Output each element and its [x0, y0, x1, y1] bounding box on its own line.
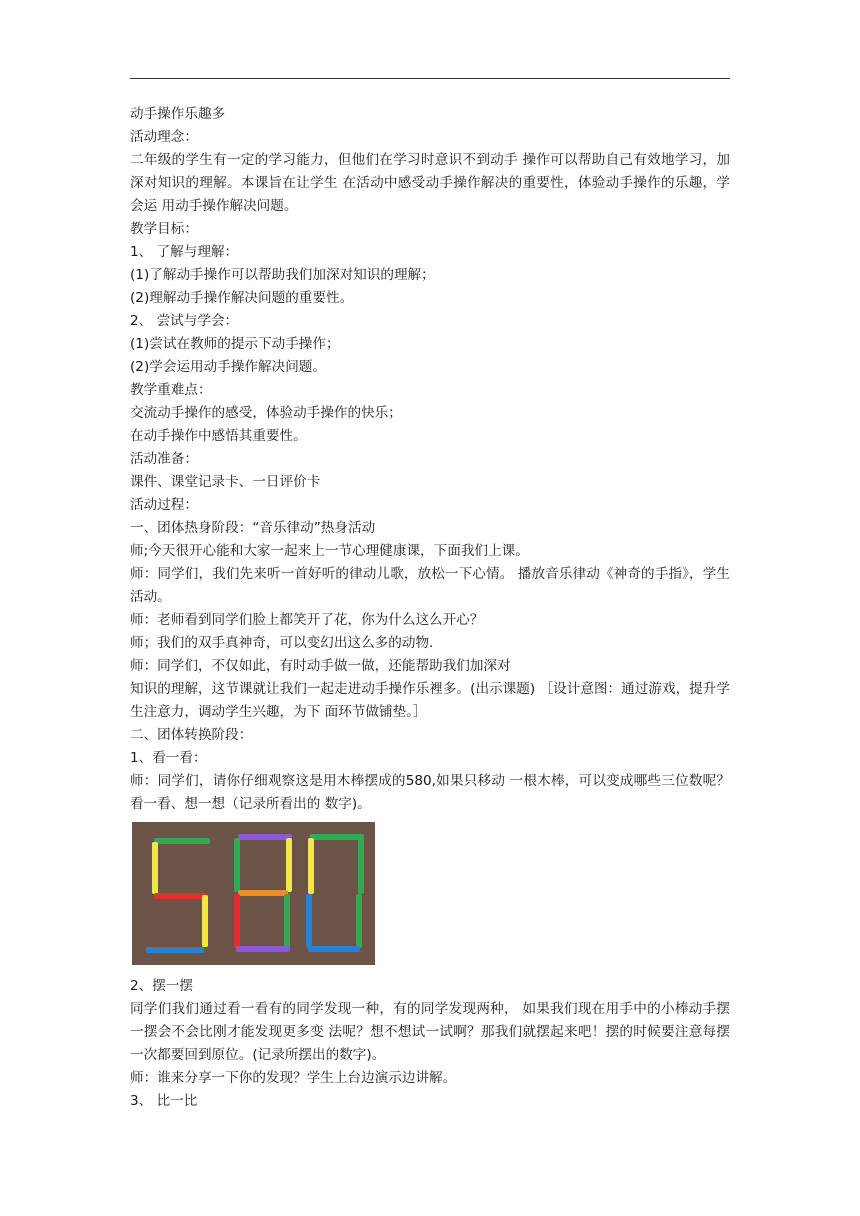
goal2-heading: 2、 尝试与学会：: [130, 313, 239, 329]
key-point-b: 在动手操作中感悟其重要性。: [130, 428, 307, 444]
key-points-heading: 教学重难点：: [130, 382, 212, 398]
teacher-line-6: 知识的理解，这节课就让我们一起走进动手操作乐裡多。(出示课题) ［设计意图：通过游戏，提升学生注意力，调动学生兴趣，为下 面环节做铺垫。］: [130, 681, 730, 720]
teacher-line-5: 师：同学们，不仅如此，有时动手做一做，还能帮助我们加深对: [130, 658, 511, 674]
teacher-line-2: 师：同学们，我们先来听一首好听的律动儿歌，放松一下心情。 播放音乐律动《神奇的手指》，学生活动。: [130, 566, 730, 605]
goal1-heading: 1、 了解与理解：: [130, 244, 239, 260]
stick: [284, 894, 290, 948]
preparation-text: 课件、课堂记录卡、一日评价卡: [130, 474, 321, 490]
stick: [238, 834, 292, 840]
stick: [238, 890, 288, 896]
goal1-item-a: (1)了解动手操作可以帮助我们加深对知识的理解；: [130, 267, 435, 283]
compare-heading: 3、 比一比: [130, 1093, 198, 1109]
goal2-item-b: (2)学会运用动手操作解决问题。: [130, 359, 326, 375]
stick: [152, 842, 158, 894]
teacher-line-3: 师：老师看到同学们脸上都笑开了花，你为什么这么开心？: [130, 612, 484, 628]
stage2-heading: 二、团体转换阶段：: [130, 727, 253, 743]
stick: [154, 893, 206, 899]
arrange-heading: 2、摆一摆: [130, 978, 194, 994]
process-heading: 活动过程：: [130, 497, 198, 513]
stick: [234, 894, 240, 948]
teacher-line-9: 师：谁来分享一下你的发现？学生上台边演示边讲解。: [130, 1070, 457, 1086]
stick: [202, 895, 208, 947]
document-title: 动手操作乐趣多: [130, 106, 226, 122]
look-heading: 1、看一看：: [130, 750, 207, 766]
stick: [286, 838, 292, 892]
goal2-item-a: (1)尝试在教师的提示下动手操作；: [130, 336, 340, 352]
teacher-line-4: 师；我们的双手真神奇，可以变幻出这么多的动物.: [130, 635, 434, 651]
stick: [358, 838, 364, 894]
concept-text: 二年级的学生有一定的学习能力，但他们在学习时意识不到动手 操作可以帮助自己有效地学习，加深对知识的理解。本课旨在让学生 在活动中感受动手操作解决的重要性，体验动手操作的乐趣，学会运 用动手操作解决问题。: [130, 152, 730, 214]
goals-heading: 教学目标：: [130, 221, 198, 237]
goal1-item-b: (2)理解动手操作解决问题的重要性。: [130, 290, 354, 306]
matchstick-digits: [132, 822, 375, 965]
teacher-line-1: 师;今天很开心能和大家一起来上一节心理健康课，下面我们上课。: [130, 543, 529, 559]
stick: [308, 946, 360, 952]
preparation-heading: 活动准备：: [130, 451, 198, 467]
stick: [154, 838, 210, 844]
arrange-text: 同学们我们通过看一看有的同学发现一种，有的同学发现两种， 如果我们现在用手中的小棒动手摆一摆会不会比刚才能发现更多变 法呢？想不想试一试啊？那我们就摆起来吧！摆的时候要注意每摆 一次都要回到原位。(记录所摆出的数字)。: [130, 1001, 730, 1063]
stick: [234, 838, 240, 892]
stage1-heading: 一、团体热身阶段：“音乐律动”热身活动: [130, 520, 376, 536]
teacher-line-7: 师：同学们，请你仔细观察这是用木棒摆成的580,如果只移动 一根木棒，可以变成哪些三位数呢？看一看、想一想（记录所看出的 数字)。: [130, 773, 730, 812]
stick: [356, 894, 362, 948]
header-rule: [130, 78, 730, 79]
matchstick-580-photo: [132, 822, 375, 965]
stick: [146, 947, 204, 953]
stick: [306, 894, 312, 948]
document-body: [130, 103, 730, 1113]
stick: [310, 834, 364, 840]
key-point-a: 交流动手操作的感受，体验动手操作的快乐；: [130, 405, 402, 421]
stick: [308, 838, 314, 894]
concept-heading: 活动理念：: [130, 129, 198, 145]
stick: [236, 946, 290, 952]
